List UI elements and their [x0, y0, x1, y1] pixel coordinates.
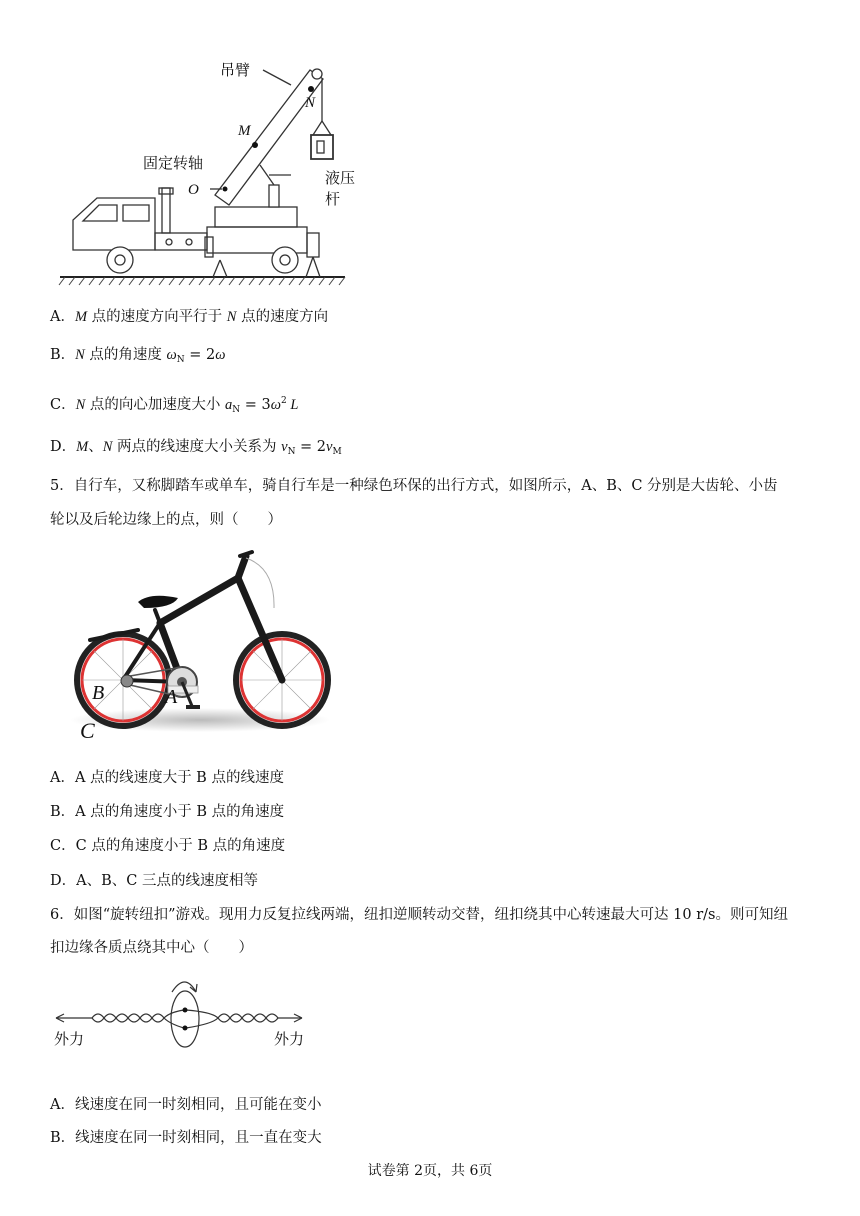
arm-label: 吊臂	[220, 61, 251, 79]
q4-option-a: A．M 点的速度方向平行于 N 点的速度方向	[50, 309, 329, 325]
q5-stem-line-1: 5．自行车，又称脚踏车或单车，骑自行车是一种绿色环保的出行方式，如图所示，A、B、C 分别是大齿轮、小齿	[50, 478, 778, 494]
button-drawing	[52, 970, 312, 1055]
q5-option-d: D．A、B、C 三点的线速度相等	[50, 873, 258, 889]
q5-option-b: B．A 点的角速度小于 B 点的角速度	[50, 804, 285, 820]
fig-point-a: A	[165, 686, 178, 708]
q4-option-d: D．M、N 两点的线速度大小关系为 $v_N = 2v_M$	[50, 439, 342, 457]
q6-option-b: B．线速度在同一时刻相同，且一直在变大	[50, 1130, 322, 1146]
bicycle-figure	[60, 548, 340, 743]
q5-option-c: C．C 点的角速度小于 B 点的角速度	[50, 838, 286, 854]
q6-stem-line-1: 6．如图“旋转纽扣”游戏。现用力反复拉线两端，纽扣逆顺转动交替，纽扣绕其中心转速最大可达 10 r/s。则可知纽	[50, 907, 788, 923]
page-footer: 试卷第 2页，共 6页	[367, 1163, 493, 1179]
point-o-label: O	[188, 182, 199, 198]
point-m-label: M	[238, 123, 251, 139]
force-label-right: 外力	[274, 1030, 305, 1048]
crane-figure	[55, 55, 355, 290]
point-o-dot	[223, 187, 228, 192]
q4-option-c: C．N 点的向心加速度大小 $a_N = 3\omega^2$ L	[50, 396, 299, 415]
crane-drawing	[55, 55, 355, 290]
q5-option-a: A．A 点的线速度大于 B 点的线速度	[50, 770, 284, 786]
bicycle-drawing	[60, 548, 340, 743]
force-label-left: 外力	[54, 1030, 85, 1048]
hydraulic-label: 液压杆	[325, 169, 356, 208]
point-n-label: N	[305, 95, 316, 111]
point-m-dot	[252, 142, 258, 148]
button-figure	[52, 970, 312, 1055]
point-n-dot	[308, 86, 314, 92]
q5-stem-line-2: 轮以及后轮边缘上的点，则（ ）	[50, 512, 282, 528]
pivot-label: 固定转轴	[143, 154, 204, 172]
fig-point-c: C	[80, 718, 95, 743]
q6-stem-line-2: 扣边缘各质点绕其中心（ ）	[50, 940, 253, 956]
q4-option-b: B．N 点的角速度 $\omega_N = 2\omega$	[50, 347, 226, 365]
fig-point-b: B	[92, 682, 105, 704]
q6-option-a: A．线速度在同一时刻相同，且可能在变小	[50, 1097, 322, 1113]
